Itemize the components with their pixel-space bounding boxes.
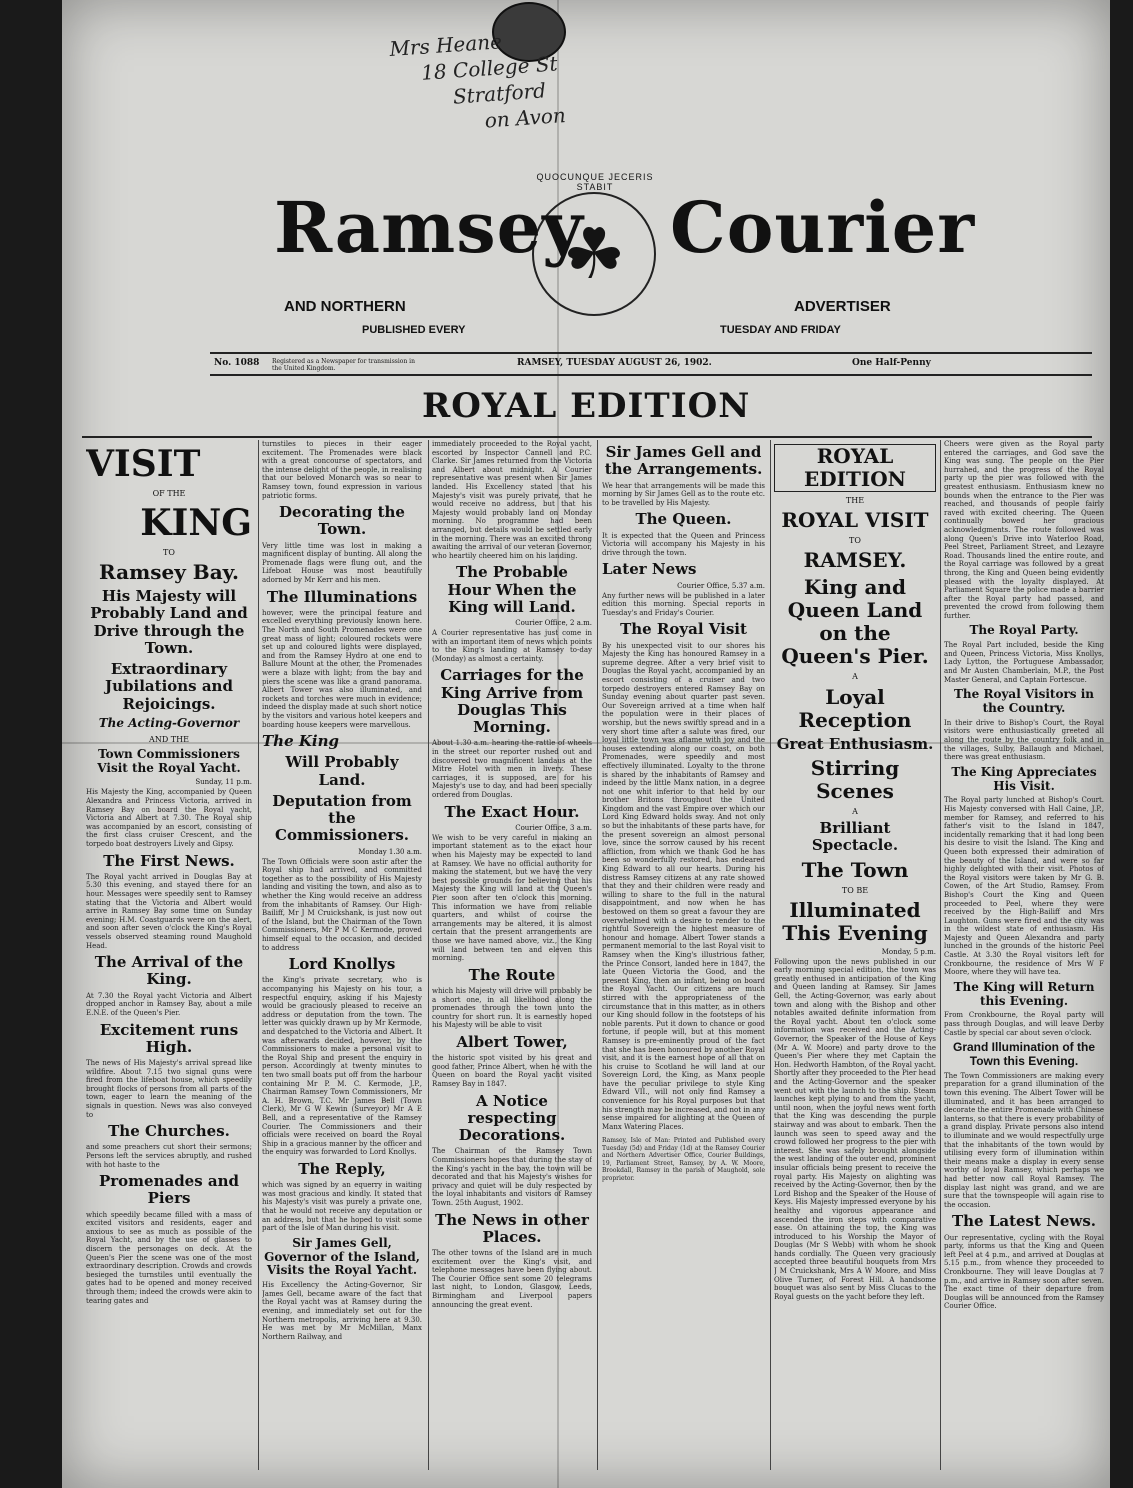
headline-illuminated: Illuminated This Evening [782, 897, 928, 945]
subhead-reply: The Reply, [298, 1159, 386, 1178]
paragraph: turnstiles to pieces in their eager excitement. The Promenades were black with a great concourse of spectators, and the intense delight of the people, in realising that our beloved Monarch was so near to Ramsey town, found expression in various patriotic forms. [262, 440, 422, 500]
paragraph: His Majesty the King, accompanied by Queen Alexandra and Princess Victoria, arrived in Ramsey Bay on board the Royal yacht, Victoria and Albert at 7.30. The Royal ship was accompanied by an escort, consisting of the first class cruiser Crescent, and the torpedo boat destroyers Lively and Gipsy. [86, 788, 252, 849]
column-rule [428, 440, 429, 1470]
royal-edition-banner: ROYAL EDITION [422, 386, 751, 426]
header-rule [210, 352, 1092, 354]
publication-frequency-left: PUBLISHED EVERY [362, 324, 466, 336]
headline-brilliant: Brilliant Spectacle. [811, 819, 899, 855]
paragraph: immediately proceeded to the Royal yacht, escorted by Inspector Cannell and P.C. Clarke. Sir James returned from the Victoria and Albert about midnight. A Courier representative was present when Sir James landed. His Excellency stated that his Majesty's visit was purely private, that he would receive no address, but that his Majesty would probably land on Monday morning. No programme had been arranged, but details would be settled early in the morning. There was an excited throng awaiting the arrival of our veteran Governor, who heartily cheered him on his landing. [432, 440, 592, 560]
headline-loyal-reception: Loyal Reception [798, 684, 912, 732]
paragraph: We hear that arrangements will be made this morning by Sir James Gell as to the route etc. to be travelled by His Majesty. [602, 481, 765, 507]
paragraph: Any further news will be published in a later edition this morning. Special reports in Tuesday's and Friday's Courier. [602, 591, 765, 617]
paragraph: Our representative, cycling with the Royal party, informs us that the King and Queen left Peel at 4 p.m., and arrived at Douglas at 5.15 p.m., from whence they proceeded to Cronkbourne. They will leave Douglas at 7 p.m., and arrive in Ramsey soon after seven. The exact time of their departure from Douglas will be announced from the Ramsey Courier Office. [944, 1233, 1104, 1311]
paragraph: which was signed by an equerry in waiting was most gracious and kindly. It stated that his Majesty's visit was purely a private one, that he would not receive any deputation or an address, but that he hoped to visit some part of the Isle of Man during his visit. [262, 1181, 422, 1233]
address-line: on Avon [483, 102, 567, 133]
column-1 [86, 440, 252, 1470]
masthead-subtitle-right: ADVERTISER [794, 298, 891, 315]
subhead-commissioners: Town Commissioners Visit the Royal Yacht. [97, 746, 241, 775]
subhead-arrival: The Arrival of the King. [94, 953, 244, 989]
headline-to: TO [163, 547, 175, 557]
dateline: Courier Office, 3 a.m. [515, 823, 592, 832]
subhead-visitors-country: The Royal Visitors in the Country. [954, 687, 1094, 716]
subhead-later-news: Later News [602, 560, 697, 579]
subhead-promenades: Promenades and Piers [98, 1172, 240, 1208]
subhead-the-king: The King [262, 732, 339, 751]
headline-great-enthusiasm: Great Enthusiasm. [776, 734, 934, 753]
subhead-jubilations: Extraordinary Jubilations and Rejoicings. [105, 660, 233, 713]
headline-royal-visit: ROYAL VISIT [781, 508, 929, 533]
headline-to-be: TO BE [841, 885, 869, 895]
subhead-queen: The Queen. [635, 510, 732, 529]
paragraph: and some preachers cut short their sermons; Persons left the services abruptly, and rushed with hot haste to the [86, 1143, 252, 1169]
paragraph: The Royal Part included, beside the King and Queen, Princess Victoria, Miss Knollys, Lady Lytton, the Portuguese Ambassador, and Mr Austen Chamberlain, M.P., the Post Master General, and Captain Fortescue. [944, 641, 1104, 684]
paragraph: which his Majesty will drive will probably be a short one, in all likelihood along the promenades through the town unto the country for short run. It is earnestly hoped his Majesty will be able to visit [432, 987, 592, 1030]
subhead-will-land: Will Probably Land. [285, 753, 399, 789]
issue-dateline: RAMSEY, TUESDAY AUGUST 26, 1902. [517, 358, 712, 368]
subhead-probable: The Probable Hour When the King will Land. [447, 563, 577, 616]
subhead-royal-party: The Royal Party. [969, 623, 1079, 638]
issue-price: One Half-Penny [852, 358, 931, 368]
column-2 [262, 440, 422, 1470]
subhead-and-the: AND THE [149, 734, 189, 744]
subhead-carriages: Carriages for the King Arrive from Douglas This Morning. [440, 666, 584, 737]
masthead-subtitle-left: AND NORTHERN [284, 298, 406, 315]
column-rule [258, 440, 259, 1470]
dateline: Monday, 5 p.m. [881, 947, 936, 956]
headline-visit: VISIT [86, 443, 201, 485]
headline-a: A [852, 806, 858, 816]
headline-ramsey-bay: Ramsey Bay. [99, 560, 239, 585]
paragraph: About 1.30 a.m. hearing the rattle of wheels in the street our reporter rushed out and discovered two magnificent landaus at the Mitre Hotel with men in livery. These carriages, it is supposed, are for his Majesty's use to day, and had been specially ordered from Douglas. [432, 739, 592, 799]
column-rule [770, 440, 771, 1470]
subhead-albert-tower: Albert Tower, [456, 1032, 568, 1051]
emblem-motto: QUOCUNQUE JECERIS STABIT [536, 172, 654, 192]
paragraph: The Town Officials were soon astir after the Royal ship had arrived, and committed together as to the possibility of His Majesty landing and visiting the town, and also as to whether the King would receive an address from the inhabitants of Ramsey. Our High-Bailiff, Mr J M Cruickshank, is just now out of the Island, but the Chairman of the Town Commissioners, Mr P M C Kermode, proved himself equal to the occasion, and decided to address [262, 857, 422, 952]
publication-frequency-right: TUESDAY AND FRIDAY [720, 324, 841, 336]
subhead-route: The Route [468, 965, 556, 984]
masthead-title-left: Ramsey [274, 186, 584, 269]
header-rule [210, 374, 1092, 376]
subhead-exact-hour: The Exact Hour. [444, 802, 580, 821]
subhead-latest-news: The Latest News. [951, 1212, 1096, 1231]
headline-of-the: OF THE [152, 489, 186, 499]
paragraph: His Excellency the Acting-Governor, Sir James Gell, became aware of the fact that the Royal yacht was at Ramsey during the evening, and immediately set out for the Northern metropolis, arriving here at 9.30. He was met by Mr McMillan, Manx Northern Railway, and [262, 1281, 422, 1341]
headline-to: TO [849, 536, 861, 546]
subhead-churches: The Churches. [108, 1122, 230, 1141]
headline-the-town: The Town [801, 857, 909, 882]
subhead-appreciates: The King Appreciates His Visit. [951, 764, 1097, 793]
paragraph: The Chairman of the Ramsey Town Commissioners hopes that during the stay of the King's yacht in the bay, the town will be decorated and that his Majesty's wishes for privacy and quiet will be duly respected by the loyal inhabitants and visitors of Ramsey Town. 25th August, 1902. [432, 1147, 592, 1207]
column-6 [944, 440, 1104, 1470]
subhead-grand-illumination: Grand Illumination of the Town this Evening. [953, 1040, 1095, 1069]
issue-number: No. 1088 [214, 358, 260, 368]
paragraph: the historic spot visited by his great and good father, Prince Albert, when he with the Queen on board the Royal yacht visited Ramsey Bay in 1847. [432, 1054, 592, 1088]
paragraph: From Cronkbourne, the Royal party will pass through Douglas, and will leave Derby Castle by special car about seven o'clock. [944, 1011, 1104, 1037]
headline-stirring-scenes: Stirring Scenes [810, 755, 900, 803]
subhead-return: The King will Return this Evening. [953, 979, 1095, 1008]
subhead-gell-arrangements: Sir James Gell and the Arrangements. [604, 443, 763, 479]
three-legs-emblem-icon: ☘ [532, 192, 656, 316]
column-3 [432, 440, 592, 1470]
address-line: Mrs Heane [388, 29, 503, 62]
paragraph: At 7.30 the Royal yacht Victoria and Albert dropped anchor in Ramsey Bay, about a mile E.N.E. of the Queen's Pier. [86, 991, 252, 1017]
dateline: Courier Office, 2 a.m. [515, 619, 592, 628]
newspaper-page [62, 0, 1110, 1488]
registration-note: Registered as a Newspaper for transmission in the United Kingdom. [272, 358, 415, 372]
paragraph: which speedily became filled with a mass of excited visitors and residents, eager and anxious to see as much as possible of the Royal Yacht, and by the use of glasses to discern the personages on deck. At the Queen's Pier the scene was one of the most extraordinary description. Crowds and crowds besieged the turnstiles until eventually the gates had to be opened and money received through them; indeed the crowds were akin to tearing gates and [86, 1210, 252, 1305]
column-rule [597, 440, 598, 1470]
royal-edition-box: ROYAL EDITION [774, 444, 936, 492]
headline-a: A [852, 672, 858, 682]
paragraph: however, were the principal feature and excelled everything previously known here. The North and South Promenades were one great mass of light; coloured rockets were set up and coloured lights were displayed, and from the Ramsey Hydro at one end to Ballure Mount at the other, the Promenades were a blaze with light; from the bay and piers the scene was like a grand panorama. Albert Tower was also illuminated, and rockets and torches were much in evidence; indeed the display made at such short notice by the visitors and various hotel keepers and boarding house keepers were marvellous. [262, 608, 422, 729]
subhead-knollys: Lord Knollys [288, 955, 396, 974]
banner-rule [82, 436, 1092, 438]
column-5 [774, 440, 936, 1470]
subhead-excitement: Excitement runs High. [99, 1020, 239, 1056]
paragraph: Cheers were given as the Royal party entered the carriages, and God save the King was sung. The people on the Pier hurrahed, and the progress of the Royal party up the pier was followed with the greatest enthusiasm. Enthusiasm knew no bounds when the entrance to the Pier was reached, and thousands of people fairly raved with excited cheering. The Queen continually bowed her gracious acknowledgments. The route followed was along Queen's Drive into Waterloo Road, Peel Street, Parliament Street, and Lezayre Road. Thousands lined the entire route, and the Royal carriage was followed by a great throng, the King and Queen being evidently pleased with the loyalty displayed. At Parliament Square the police made a barrier after the Royal party had passed, and prevented the crowd from following them further. [944, 440, 1104, 620]
paragraph: Very little time was lost in making a magnificent display of bunting. All along the Promenade flags were flung out, and the Lifeboat House was most beautifully adorned by Mr Kerr and his men. [262, 541, 422, 585]
paragraph: The Royal party lunched at Bishop's Court. His Majesty conversed with Hall Caine, J.P., member for Ramsey, and referred to his father's visit to the Island in 1847, incidentally remarking that it had long been his desire to visit the Island. The King and Queen both expressed their admiration of the beauty of the Island, and were so far highly delighted with their visit. Photos of the Royal visitors were taken by Mr G. B. Cowen, of the Art Studio, Ramsey. From Bishop's Court the King and Queen proceeded to Peel, where they were received by the High-Bailiff and Mrs Laughton. Guns were fired and the city was in the wildest state of enthusiasm. His Majesty and Queen Alexandra and party lunched in the grounds of the historic Peel Castle. At 3.30 the Royal visitors left for Cronkbourne, the residence of Mrs W F Moore, where they will have tea. [944, 796, 1104, 977]
headline-ramsey: RAMSEY. [803, 548, 907, 573]
headline-the: THE [845, 496, 865, 505]
subhead-royal-visit: The Royal Visit [620, 620, 747, 639]
subhead-first-news: The First News. [103, 851, 235, 870]
subhead-decorating: Decorating the Town. [279, 503, 405, 539]
masthead-title-right: Courier [670, 186, 976, 269]
paragraph: The Town Commissioners are making every preparation for a grand illumination of the town this evening. The Albert Tower will be illuminated, and it has been arranged to decorate the entire Promenade with Chinese lanterns, so that there is every probability of a grand display. Private persons also intend to illuminate and we would respectfully urge that the inhabitants of the town would by utilising every form of illumination within their means make a display in every sense worthy of loyal Ramsey, which perhaps we had better now call Royal Ramsey. The display last night was grand, and we are sure that the townspeople will again rise to the occasion. [944, 1071, 1104, 1209]
paragraph: The news of His Majesty's arrival spread like wildfire. About 7.15 two signal guns were fired from the lifeboat house, which speedily brought flocks of persons from all parts of the town, eager to learn the meaning of the signals in question. News was also conveyed to [86, 1059, 252, 1119]
subhead-land: His Majesty will Probably Land and Drive through the Town. [90, 587, 248, 657]
paragraph: By his unexpected visit to our shores his Majesty the King has honoured Ramsey in a supreme degree. After a very brief visit to Douglas the Royal yacht, accompanied by an escort consisting of a cruiser and two torpedo destroyers entered Ramsey Bay on Sunday evening about quarter past seven. Our Sovereign arrived at a time when half the population were in their places of worship, but the news swiftly spread and in a very short time after a salute was fired, our loyal little town was aflame with joy and the houses extending along our coast, on both Promenades, were speedily and most effectively illuminated. Loyalty to the throne is shared by the inhabitants of Ramsey and indeed by the little Manx nation, in a degree not one whit inferior to that held by our brother Britons throughout the United Kingdom and the vast Empire over which our Lord King Edward holds sway. And not only so but the inhabitants of these parts have, for the present sovereign an almost personal love, since the sorrow caused by his recent affliction, from which we thank God he has been so wonderfully restored, has endeared King Edward to all our hearts. During his distress Ramsey citizens at any rate showed that they and their children were ready and willing to share to the full in the natural disappointment, and now when he has bestowed on them so great a favour they are overwhelmed with a desire to render to the rightful Sovereign the highest measure of honour and homage. Albert Tower stands a permanent memorial to the last Royal visit to Ramsey when the King's illustrious father, the Prince Consort, landed here in 1847, the late Queen Victoria the Good, and the present King, then an infant, being on board the Royal Yacht. Our citizens are much stirred with the appropriateness of the circumstance that in this matter, as in others our King should follow in the footsteps of his noble parents. Put it down to chance or good fortune, if people will, but at this moment Ramsey is pre-eminently proud of the fact that she has been honoured by another Royal visit, and it is the earnest hope of all that on his cruise to Scotland he will land at our Sovereign Lord, the King, as Manx people have the peculiar privilege to style King Edward VII., will not only find Ramsey a convenience for his Royal purposes but that his strength may be increased, and not in any sense impaired for alighting at the Queen of Manx Watering Places. [602, 641, 765, 1131]
subhead-news-other: The News in other Places. [435, 1210, 589, 1246]
subhead-gell: Sir James Gell, Governor of the Island, Visits the Royal Yacht. [264, 1235, 420, 1278]
column-4 [602, 440, 765, 1470]
dateline: Sunday, 11 p.m. [195, 778, 252, 787]
dateline: Courier Office, 5.37 a.m. [677, 581, 765, 590]
address-line: Stratford [452, 78, 547, 109]
paragraph: A Courier representative has just come in with an important item of news which points to the King's landing at Ramsey to-day (Monday) as almost a certainty. [432, 629, 592, 663]
paragraph: In their drive to Bishop's Court, the Royal visitors were enthusiastically greeted all along the route by the country folk and in the villages, Sulby, Ballaugh and Michael, there was great enthusiasm. [944, 718, 1104, 762]
paragraph: We wish to be very careful in making an important statement as to the exact hour when his Majesty may be expected to land at Ramsey. We have no official authority for making the statement, but we have the very best possible grounds for believing that his Majesty the King will land at the Queen's Pier soon after ten o'clock this morning. This information we have from reliable quarters, and whilst of course the arrangements may be altered, it is almost certain that the present arrangements are those we have named above, viz., the King will land between ten and eleven this morning. [432, 833, 592, 963]
column-rule [940, 440, 941, 1470]
paragraph: It is expected that the Queen and Princess Victoria will accompany his Majesty in his drive through the town. [602, 531, 765, 557]
paragraph: the King's private secretary, who is accompanying his Majesty on his tour, a respectful enquiry, asking if his Majesty would be graciously pleased to receive an address or deputation from the town. The letter was quickly drawn up by Mr Kermode, and despatched to the Victoria and Albert. It was afterwards decided, however, by the Commissioners to make a personal visit to the Royal Ship and present the enquiry in person. Accordingly at twenty minutes to ten two small boats put off from the harbour containing Mr P. M. C. Kermode, J.P., Chairman Ramsey Town Commissioners, Mr A. H. Brown, T.C. Mr James Bell (Town Clerk), Mr G W Kewin (Surveyor) Mr A E Bell, and a representative of the Ramsey Courier. The Commissioners and their officials were received on board the Royal Ship in a gracious manner by the officer and the enquiry was forwarded to Lord Knollys. [262, 976, 422, 1157]
printer-imprint: Ramsey, Isle of Man: Printed and Published every Tuesday (5d) and Friday (1d) at the Ramsey Courier and Northern Advertiser Office, Courier Buildings, 19, Parliament Street, Ramsey, by A. W. Moore, Brookdall, Ramsey in the parish of Maughold, sole proprietor. [602, 1137, 765, 1182]
headline-king: KING [140, 501, 252, 544]
subhead-deputation: Deputation from the Commissioners. [272, 791, 412, 845]
handwritten-address [389, 24, 567, 140]
subhead-acting-governor: The Acting-Governor [98, 715, 240, 730]
subhead-notice: A Notice respecting Decorations. [458, 1091, 566, 1145]
dateline: Monday 1.30 a.m. [358, 847, 422, 856]
address-line: 18 College St [420, 51, 559, 85]
headline-king-queen: King and Queen Land on the Queen's Pier. [781, 575, 929, 669]
paragraph: Following upon the news published in our early morning special edition, the town was greatly enthused in anticipation of the King and Queen landing at Ramsey. Sir James Gell, the Acting-Governor, was early about town and along with the Bishop and other notables awaited definite information from the Royal yacht. About ten o'clock some information was received and the Acting-Governor, the Speaker of the House of Keys (Mr A. W. Moore) and party drove to the Queen's Pier where they met Captain the Hon. Hedworth Hambton, of the Royal yacht. Shortly after they proceeded to the Pier head and the Acting-Governor and the speaker went out with the launch to the ship. Steam launches kept plying to and from the yacht, until noon, when the joyful news went forth that the King was descending the purple stairway and was about to embark. Then the launch was seen to speed away and the crowd followed her progress to the pier with interest. She was safely brought alongside the west landing of the outer end, prominent insular officials being present to receive the royal party. His Majesty on alighting was received by the Acting-Governor, then by the Lord Bishop and the Speaker of the House of Keys. His Majesty impressed everyone by his healthy and vigorous appearance and ascended the iron steps with comparative ease. On attaining the top, the King was introduced to his Worship the Mayor of Douglas (Mr S Webb) with whom he shook hands cordially. The Queen very graciously accepted three beautiful bouquets from Mrs J M Cruickshank, Mrs A W Moore, and Miss Olive Turner, of Forest Hill. A handsome bouquet was also sent by Miss Clucas to the Royal guests on the yacht before they left. [774, 957, 936, 1301]
subhead-illuminations: The Illuminations [266, 587, 418, 606]
paragraph: The Royal yacht arrived in Douglas Bay at 5.30 this evening, and stayed there for an hour. Messages were speedily sent to Ramsey stating that the Victoria and Albert would arrive in Ramsey Bay some time on Sunday evening; H.M. Coastguards were on the alert, and soon after seven o'clock the King's Royal vessels observed steaming round Maughold Head. [86, 872, 252, 950]
paragraph: The other towns of the Island are in much excitement over the King's visit, and telephone messages have been flying about. The Courier Office sent some 20 telegrams last night, to London, Glasgow, Leeds, Birmingham and Liverpool papers announcing the great event. [432, 1249, 592, 1309]
